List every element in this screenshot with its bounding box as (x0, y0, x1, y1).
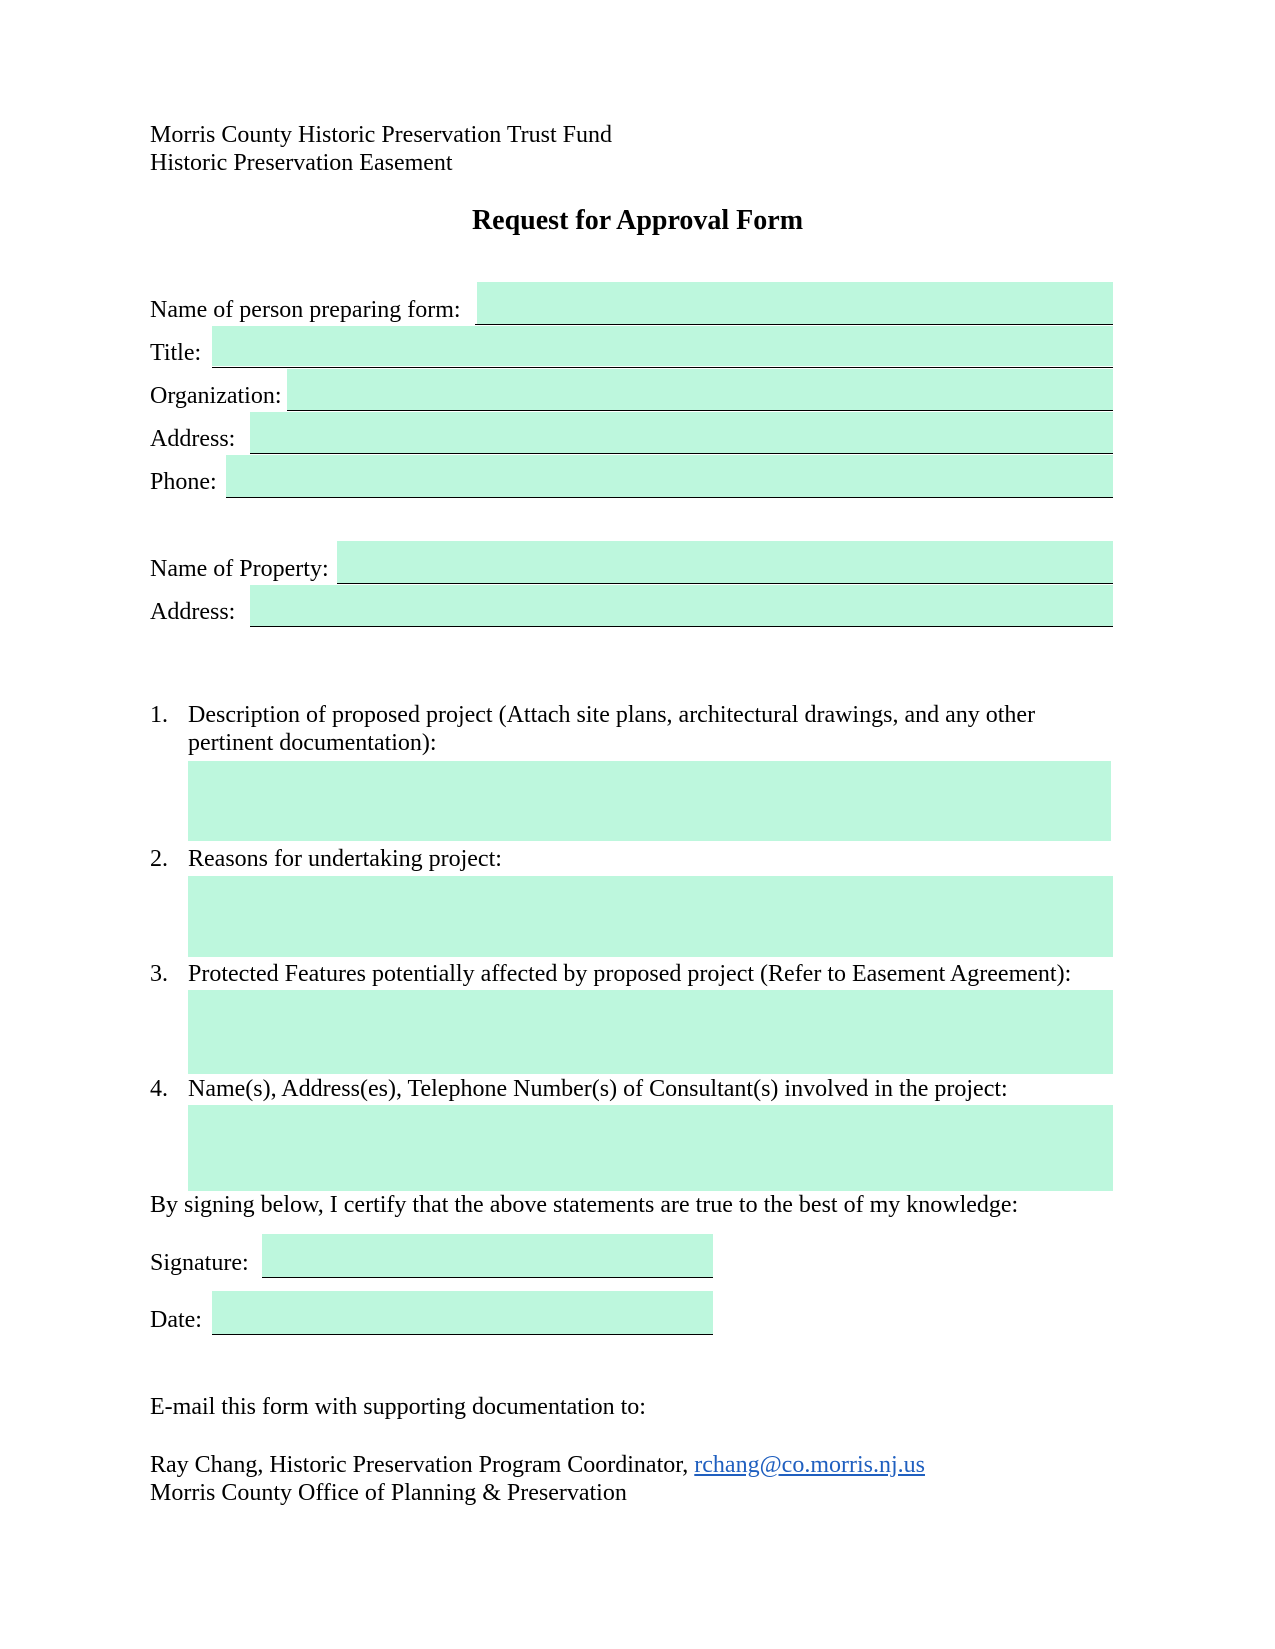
question-2-number: 2. (150, 846, 168, 872)
signature-input[interactable] (262, 1234, 713, 1277)
question-4-input[interactable] (188, 1105, 1113, 1191)
preparer-title-input[interactable] (212, 326, 1113, 366)
certification-statement: By signing below, I certify that the above statements are true to the best of my knowledge: (150, 1192, 1019, 1218)
preparer-name-label: Name of person preparing form: (150, 297, 461, 323)
question-2-input[interactable] (188, 876, 1113, 957)
preparer-title-underline (212, 367, 1113, 368)
property-address-underline (250, 626, 1113, 627)
question-1-text: Description of proposed project (Attach site plans, architectural drawings, and any other pertinent documentation): (188, 702, 1036, 756)
signature-underline (262, 1277, 713, 1278)
office-name: Morris County Office of Planning & Preservation (150, 1480, 627, 1506)
contact-name: Ray Chang, Historic Preservation Program Coordinator, (150, 1452, 695, 1478)
organization-input[interactable] (287, 369, 1113, 410)
preparer-name-input[interactable] (477, 282, 1113, 324)
question-3-number: 3. (150, 961, 168, 987)
date-underline (212, 1334, 713, 1335)
phone-underline (226, 497, 1113, 498)
property-address-label: Address: (150, 599, 236, 625)
question-4-number: 4. (150, 1076, 168, 1102)
question-3-text: Protected Features potentially affected by proposed project (Refer to Easement Agreement): (188, 961, 1072, 987)
phone-input[interactable] (226, 455, 1113, 497)
signature-label: Signature: (150, 1250, 249, 1276)
question-1-input[interactable] (188, 761, 1111, 841)
question-1-number: 1. (150, 702, 168, 728)
email-instruction: E-mail this form with supporting documentation to: (150, 1394, 646, 1420)
preparer-address-label: Address: (150, 426, 236, 452)
date-label: Date: (150, 1307, 202, 1333)
question-3-input[interactable] (188, 990, 1113, 1074)
property-address-input[interactable] (250, 585, 1113, 626)
header-line-2: Historic Preservation Easement (150, 150, 453, 176)
property-name-label: Name of Property: (150, 556, 329, 582)
question-2-text: Reasons for undertaking project: (188, 846, 502, 872)
organization-label: Organization: (150, 383, 282, 409)
phone-label: Phone: (150, 469, 217, 495)
contact-email-link[interactable]: rchang@co.morris.nj.us (694, 1452, 925, 1478)
preparer-name-underline (475, 324, 1113, 325)
property-name-input[interactable] (337, 541, 1113, 583)
property-name-underline (337, 583, 1113, 584)
page-title: Request for Approval Form (471, 205, 804, 236)
contact-line (150, 1451, 925, 1479)
preparer-title-label: Title: (150, 340, 202, 366)
question-4-text: Name(s), Address(es), Telephone Number(s) of Consultant(s) involved in the project: (188, 1076, 1008, 1102)
organization-underline (287, 410, 1113, 411)
date-input[interactable] (212, 1291, 713, 1334)
preparer-address-underline (250, 453, 1113, 454)
header-line-1: Morris County Historic Preservation Trust Fund (150, 122, 613, 148)
preparer-address-input[interactable] (250, 412, 1113, 453)
